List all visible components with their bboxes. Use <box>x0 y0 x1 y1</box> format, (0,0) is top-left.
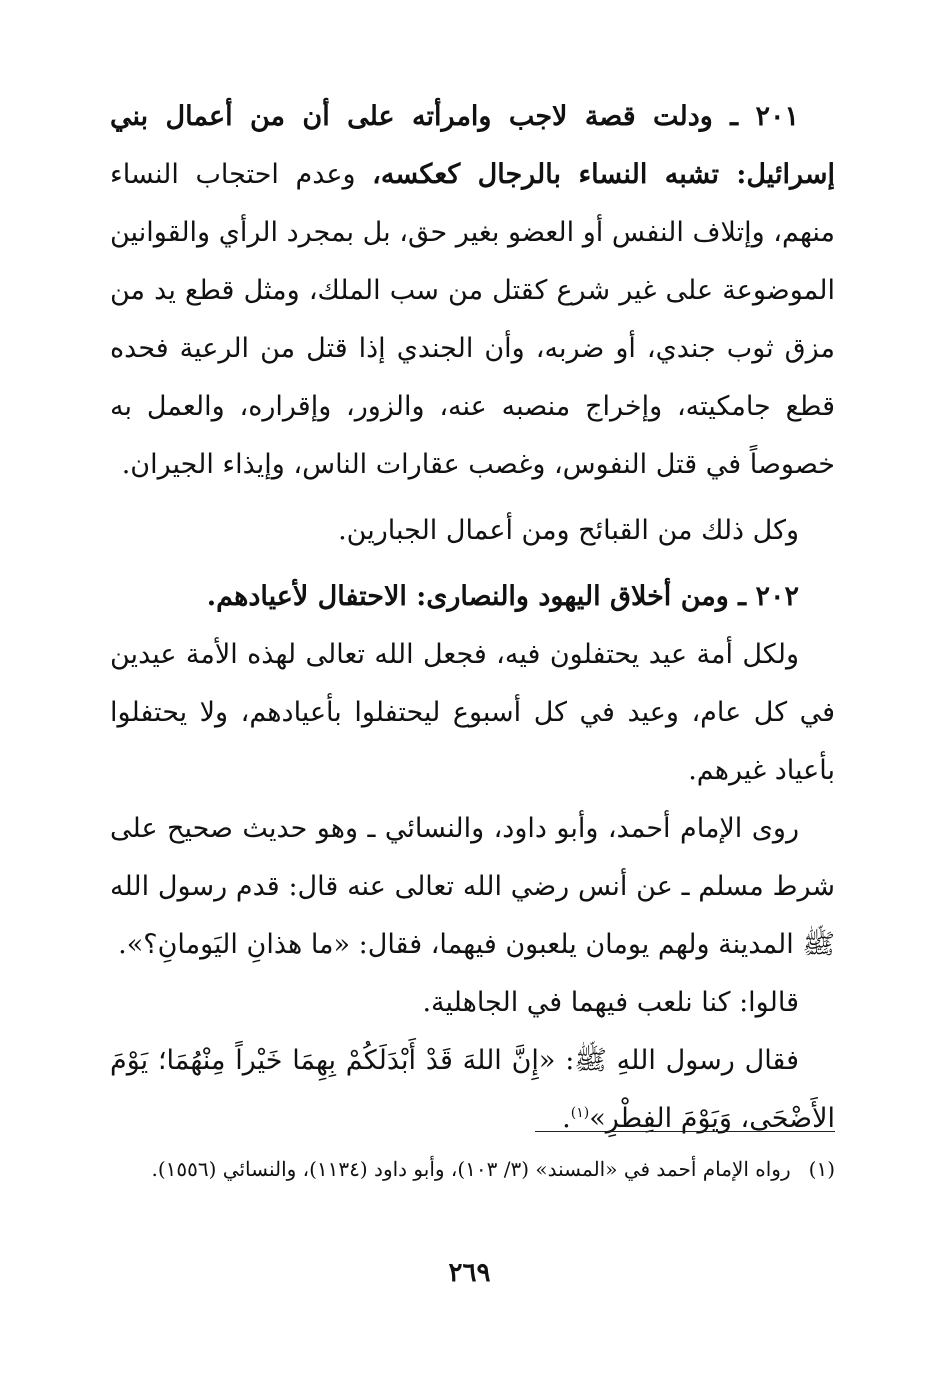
footnote-1 <box>110 1148 835 1190</box>
paragraph-201 <box>110 88 835 494</box>
footnote-reference[interactable]: (١) <box>570 1105 590 1121</box>
paragraph-201-heading: ٢٠١ ـ ودلت قصة لاجب وامرأته على أن من أعمال بني إسرائيل: تشبه النساء بالرجال كعكسه، <box>110 101 835 190</box>
footnotes <box>110 1148 835 1190</box>
page-number: ٢٦٩ <box>448 1258 491 1288</box>
paragraph-narrated: روى الإمام أحمد، وأبو داود، والنسائي ـ وهو حديث صحيح على شرط مسلم ـ عن أنس رضي الله تعالى عنه قال: قدم رسول الله ﷺ المدينة ولهم يومان يلعبون فيهما، فقال: «ما هذانِ اليَومانِ؟». <box>110 813 835 960</box>
paragraph-all-that: وكل ذلك من القبائح ومن أعمال الجبارين. <box>338 515 799 546</box>
footnote-1-marker: (١) <box>808 1157 835 1181</box>
sentence-end: . <box>562 1103 571 1134</box>
paragraph-202-heading: ٢٠٢ ـ ومن أخلاق اليهود والنصارى: الاحتفال لأعيادهم. <box>206 581 799 612</box>
paragraph-every-nation: ولكل أمة عيد يحتفلون فيه، فجعل الله تعالى لهذه الأمة عيدين في كل عام، وعيد في كل أسبوع ليحتفلوا بأعيادهم، ولا يحتفلوا بأعياد غيرهم. <box>110 639 835 786</box>
footnote-separator <box>535 1131 835 1132</box>
paragraph-they-said: قالوا: كنا نلعب فيهما في الجاهلية. <box>422 987 799 1018</box>
hadith-quote: فقال رسول اللهِ ﷺ: «إِنَّ اللهَ قَدْ أَبْدَلَكُمْ بِهِمَا خَيْراً مِنْهُمَا؛ يَوْمَ الأَضْحَى، وَيَوْمَ الفِطْرِ» <box>110 1045 835 1134</box>
main-text <box>110 88 835 1148</box>
footnote-1-text: رواه الإمام أحمد في «المسند» (٣/ ١٠٣)، وأبو داود (١١٣٤)، والنسائي (١٥٥٦). <box>151 1157 791 1181</box>
paragraph-201-body: وعدم احتجاب النساء منهم، وإتلاف النفس أو العضو بغير حق، بل بمجرد الرأي والقوانين الموضوعة على غير شرع كقتل من سب الملك، ومثل قطع يد من مزق ثوب جندي، أو ضربه، وأن الجندي إذا قتل من الرعية فحده قطع جامكيته، وإخراج منصبه عنه، والزور، وإقراره، والعمل به خصوصاً في قتل النفوس، وغصب عقارات الناس، وإيذاء الجيران. <box>110 159 835 480</box>
